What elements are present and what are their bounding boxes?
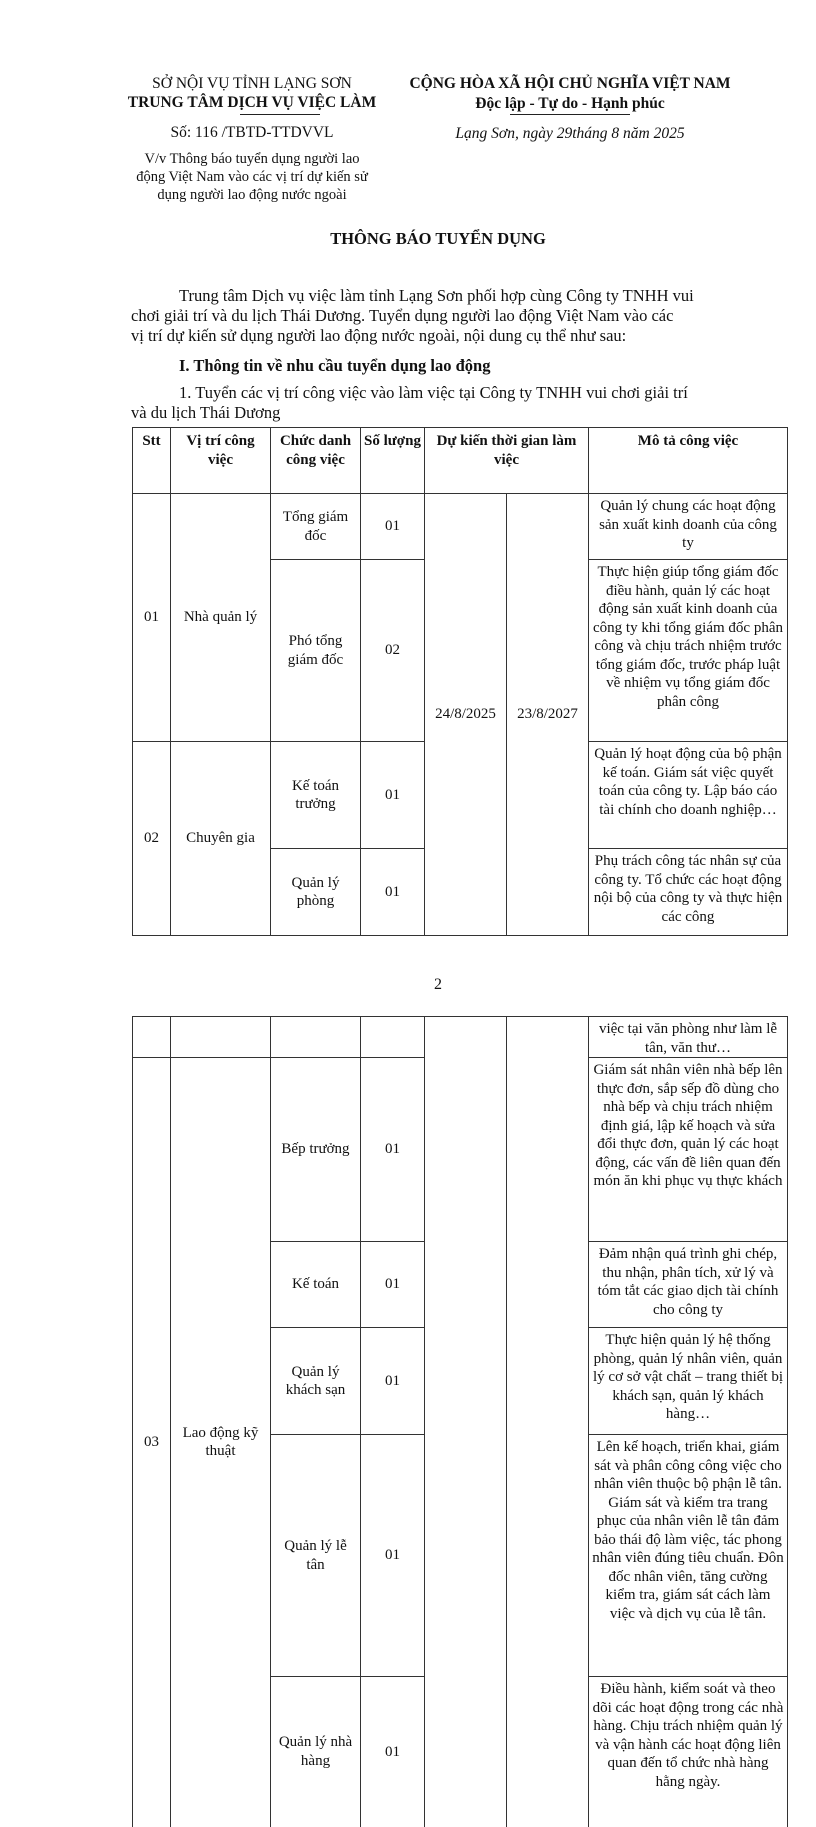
position-cell (171, 1017, 271, 1058)
description-cell: việc tại văn phòng như làm lễ tân, văn thư… (589, 1017, 788, 1058)
stt-cell (133, 1017, 171, 1058)
header-stt: Stt (133, 428, 171, 494)
end-date-cell (507, 1017, 589, 1827)
header-title: Chức danh công việc (271, 428, 361, 494)
issuing-unit: TRUNG TÂM DỊCH VỤ VIỆC LÀM (127, 94, 377, 111)
title-cell: Quản lý lễ tân (271, 1435, 361, 1677)
quantity-cell: 02 (361, 560, 425, 742)
stt-cell: 01 (133, 494, 171, 742)
end-date-cell: 23/8/2027 (507, 494, 589, 936)
quantity-cell: 01 (361, 849, 425, 936)
recruitment-table (132, 427, 788, 936)
place-date: Lạng Sơn, ngày 29tháng 8 năm 2025 (455, 125, 685, 142)
description-cell: Phụ trách công tác nhân sự của công ty. Tổ chức các hoạt động nội bộ của công ty và thực hiện các công (589, 849, 788, 936)
title-cell: Quản lý nhà hàng (271, 1677, 361, 1827)
description-cell: Đảm nhận quá trình ghi chép, thu nhận, phân tích, xử lý và tóm tắt các giao dịch tài chính cho công ty (589, 1242, 788, 1328)
intro-line: chơi giải trí và du lịch Thái Dương. Tuyển dụng người lao động Việt Nam vào các (131, 306, 674, 325)
subject-line: động Việt Nam vào các vị trí dự kiến sử (136, 169, 368, 185)
quantity-cell: 01 (361, 1242, 425, 1328)
description-cell: Lên kế hoạch, triển khai, giám sát và phân công công việc cho nhân viên thuộc bộ phận lễ tân. Giám sát và kiểm tra trang phục của nhân viên lễ tân đảm bảo thái độ làm việc, tác phong nhân viên đúng tiêu chuẩn. Đôn đốc nhân viên, tăng cường kiểm tra, giám sát cách làm việc và dịch vụ của lễ tân. (589, 1435, 788, 1677)
intro-paragraph (131, 286, 745, 346)
recruitment-table-continued (132, 1016, 788, 1827)
stt-cell: 02 (133, 742, 171, 936)
table-header-row (133, 428, 788, 494)
position-cell: Nhà quản lý (171, 494, 271, 742)
table-row (133, 1017, 788, 1058)
title-cell: Quản lý khách sạn (271, 1328, 361, 1435)
quantity-cell: 01 (361, 494, 425, 560)
description-cell: Thực hiện quản lý hệ thống phòng, quản lý nhân viên, quản lý cơ sở vật chất – trang thiết bị khách sạn, quản lý khách hàng… (589, 1328, 788, 1435)
quantity-cell (361, 1017, 425, 1058)
section-heading: I. Thông tin về nhu cầu tuyển dụng lao động (179, 356, 491, 375)
start-date-cell: 24/8/2025 (425, 494, 507, 936)
title-cell: Kế toán (271, 1242, 361, 1328)
description-cell: Thực hiện giúp tổng giám đốc điều hành, quản lý các hoạt động sản xuất kinh doanh của công ty khi tổng giám đốc phân công và chịu trách nhiệm trước tổng giám đốc, trước pháp luật về nhiệm vụ tổng giám đốc phân công (589, 560, 788, 742)
header-description: Mô tả công việc (589, 428, 788, 494)
national-title: CỘNG HÒA XÃ HỘI CHỦ NGHĨA VIỆT NAM (409, 75, 731, 92)
intro-line: Trung tâm Dịch vụ việc làm tỉnh Lạng Sơn phối hợp cùng Công ty TNHH vui (179, 286, 694, 305)
quantity-cell: 01 (361, 742, 425, 849)
stt-cell: 03 (133, 1058, 171, 1827)
title-cell: Kế toán trưởng (271, 742, 361, 849)
national-motto: Độc lập - Tự do - Hạnh phúc (475, 95, 665, 112)
description-cell: Giám sát nhân viên nhà bếp lên thực đơn, sắp sếp đồ dùng cho nhà bếp và chịu trách nhiệm định giá, lập kế hoạch và sửa đổi thực đơn, quản lý các hoạt động, các vấn đề liên quan đến món ăn khi phục vụ thực khách (589, 1058, 788, 1242)
header-position: Vị trí công việc (171, 428, 271, 494)
title-cell: Bếp trưởng (271, 1058, 361, 1242)
subject-line: V/v Thông báo tuyển dụng người lao (144, 151, 360, 167)
header-period: Dự kiến thời gian làm việc (425, 428, 589, 494)
table-row (133, 494, 788, 560)
header-divider (240, 114, 320, 115)
document-subject (92, 150, 412, 204)
start-date-cell (425, 1017, 507, 1827)
motto-underline (510, 114, 630, 115)
position-cell: Lao động kỹ thuật (171, 1058, 271, 1827)
title-cell: Quản lý phòng (271, 849, 361, 936)
item-line: 1. Tuyển các vị trí công việc vào làm việc tại Công ty TNHH vui chơi giải trí (179, 383, 688, 402)
header-quantity: Số lượng (361, 428, 425, 494)
quantity-cell: 01 (361, 1328, 425, 1435)
quantity-cell: 01 (361, 1435, 425, 1677)
page-number: 2 (434, 976, 442, 993)
title-cell: Phó tổng giám đốc (271, 560, 361, 742)
description-cell: Quản lý chung các hoạt động sản xuất kinh doanh của công ty (589, 494, 788, 560)
title-cell: Tổng giám đốc (271, 494, 361, 560)
quantity-cell: 01 (361, 1058, 425, 1242)
description-cell: Quản lý hoạt động của bộ phận kế toán. Giám sát việc quyết toán của công ty. Lập báo cáo tài chính cho doanh nghiệp… (589, 742, 788, 849)
subject-line: dụng người lao động nước ngoài (157, 187, 347, 203)
issuing-authority: SỞ NỘI VỤ TỈNH LẠNG SƠN (152, 75, 352, 92)
position-cell: Chuyên gia (171, 742, 271, 936)
intro-line: vị trí dự kiến sử dụng người lao động nước ngoài, nội dung cụ thể như sau: (131, 326, 627, 345)
quantity-cell: 01 (361, 1677, 425, 1827)
document-number: Số: 116 /TBTD-TTDVVL (170, 124, 334, 141)
item-line: và du lịch Thái Dương (131, 403, 281, 422)
item-1-text (131, 383, 745, 423)
title-cell (271, 1017, 361, 1058)
description-cell: Điều hành, kiểm soát và theo dõi các hoạt động trong các nhà hàng. Chịu trách nhiệm quản lý và vận hành các hoạt động liên quan đến tổ chức nhà hàng hằng ngày. (589, 1677, 788, 1827)
document-title: THÔNG BÁO TUYỂN DỤNG (330, 229, 546, 248)
